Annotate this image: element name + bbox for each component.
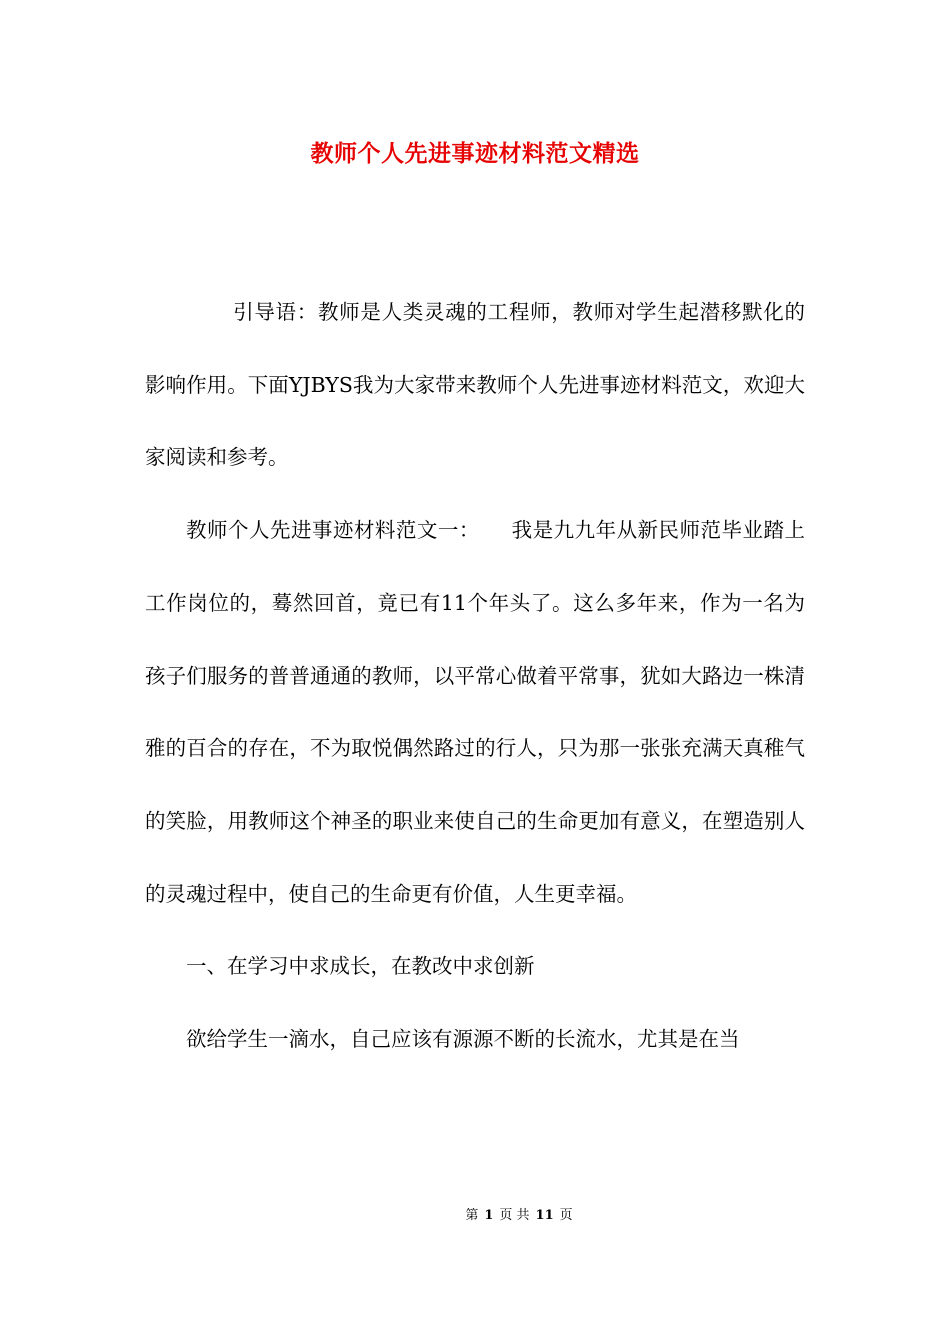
footer-total-pages: 11 bbox=[535, 1208, 554, 1223]
paragraph-sample-one: 教师个人先进事迹材料范文一： 我是九九年从新民师范毕业踏上工作岗位的，蓦然回首，竟已有11个年头了。这么多年来，作为一名为孩子们服务的普普通通的教师，以平常心做着平常事，犹如大路边一株清雅的百合的存在，不为取悦偶然路过的行人，只为那一张张充满天真稚气的笑脸，用教师这个神圣的职业来使自己的生命更加有意义，在塑造别人的灵魂过程中，使自己的生命更有价值，人生更幸福。 bbox=[145, 518, 805, 906]
footer-current-page: 1 bbox=[484, 1208, 494, 1223]
document-title: 教师个人先进事迹材料范文精选 bbox=[310, 140, 640, 167]
footer-suffix: 页 bbox=[559, 1208, 573, 1223]
paragraph-intro: 引导语：教师是人类灵魂的工程师，教师对学生起潜移默化的影响作用。下面YJBYS我为大家带来教师个人先进事迹材料范文，欢迎大家阅读和参考。 bbox=[145, 300, 805, 470]
document-body bbox=[145, 276, 805, 1076]
page-footer bbox=[0, 1206, 950, 1226]
paragraph-body: 欲给学生一滴水，自己应该有源源不断的长流水，尤其是在当 bbox=[186, 1027, 740, 1052]
footer-mid: 页 共 bbox=[499, 1208, 530, 1223]
footer-prefix: 第 bbox=[465, 1208, 479, 1223]
section-heading: 一、在学习中求成长，在教改中求创新 bbox=[186, 954, 535, 979]
